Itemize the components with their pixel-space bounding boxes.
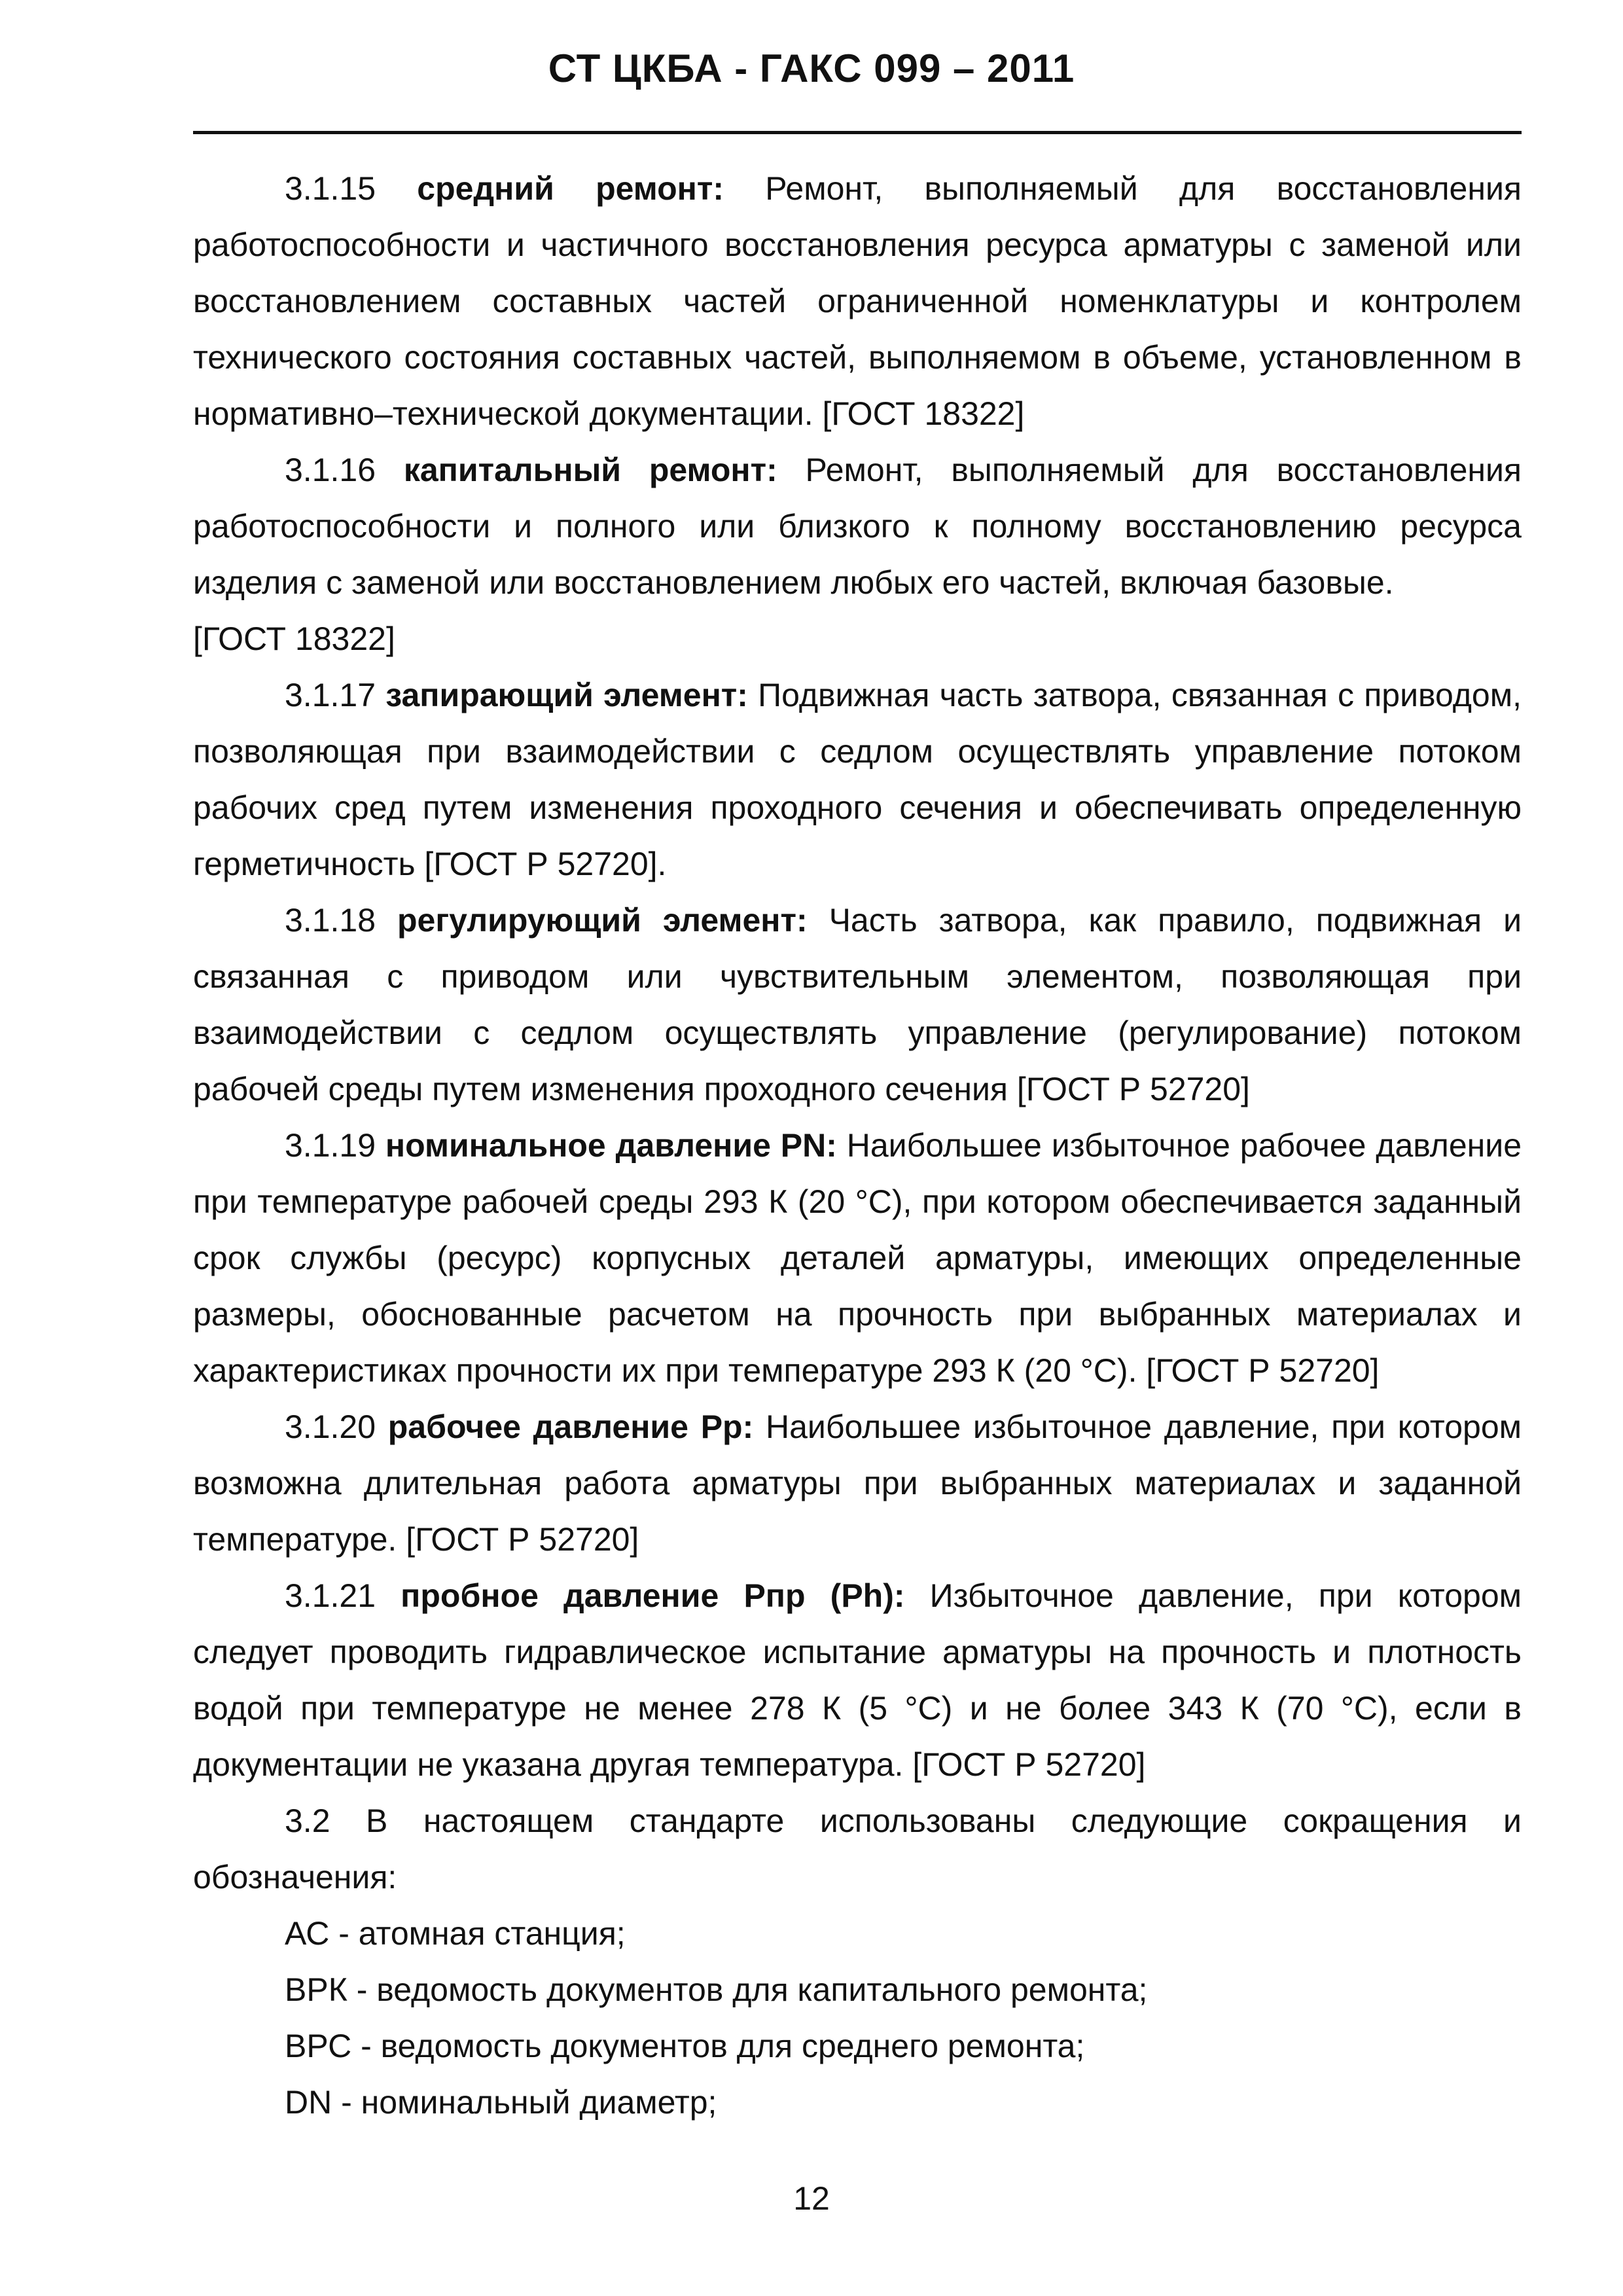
definition-number: 3.1.21 bbox=[285, 1577, 401, 1614]
page-header-title: СТ ЦКБА - ГАКС 099 – 2011 bbox=[548, 46, 1075, 90]
definition-text: Наибольшее избыточное давление, при котором возможна длительная работа арматуры при выбранных материалах и заданной температуре. [ГОСТ Р 52720] bbox=[193, 1408, 1522, 1558]
section-3-2-intro: 3.2 В настоящем стандарте использованы следующие сокращения и обозначения: bbox=[193, 1803, 1522, 1895]
definition-term: номинальное давление PN: bbox=[385, 1127, 837, 1164]
abbreviation-item: DN - номинальный диаметр; bbox=[285, 2084, 717, 2121]
definition-number: 3.1.17 bbox=[285, 677, 386, 713]
definition-number: 3.1.18 bbox=[285, 902, 397, 939]
definition-3-1-19 bbox=[193, 1117, 1522, 1399]
definition-term: средний ремонт: bbox=[417, 170, 724, 207]
definition-text: Подвижная часть затвора, связанная с приводом, позволяющая при взаимодействии с седлом осуществлять управление потоком рабочих сред путем изменения проходного сечения и обеспечивать определенную герметичность [ГОСТ Р 52720]. bbox=[193, 677, 1522, 882]
definition-3-1-16-reference: [ГОСТ 18322] bbox=[193, 620, 395, 657]
definition-number: 3.1.15 bbox=[285, 170, 418, 207]
abbreviation-item: ВРС - ведомость документов для среднего ремонта; bbox=[285, 2028, 1085, 2064]
definition-3-1-15 bbox=[193, 160, 1522, 442]
definition-term: капитальный ремонт: bbox=[403, 452, 777, 488]
definition-term: регулирующий элемент: bbox=[397, 902, 808, 939]
definition-3-1-17 bbox=[193, 667, 1522, 892]
definition-3-1-21 bbox=[193, 1568, 1522, 1793]
document-body bbox=[193, 160, 1522, 2130]
abbreviation-item: АС - атомная станция; bbox=[285, 1915, 626, 1952]
definition-text: Ремонт, выполняемый для восстановления работоспособности и частичного восстановления ресурса арматуры с заменой или восстановлением составных частей ограниченной номенклатуры и контролем технического состояния составных частей, выполняемом в объеме, установленном в нормативно–технической документации. [ГОСТ 18322] bbox=[193, 170, 1522, 432]
abbreviation-item: ВРК - ведомость документов для капитального ремонта; bbox=[285, 1971, 1148, 2008]
abbreviation-list bbox=[193, 1905, 1522, 2130]
definition-3-1-20 bbox=[193, 1399, 1522, 1568]
definition-term: пробное давление Рпр (Ph): bbox=[401, 1577, 905, 1614]
definition-text: Часть затвора, как правило, подвижная и связанная с приводом или чувствительным элементом, позволяющая при взаимодействии с седлом осуществлять управление (регулирование) потоком рабочей среды путем изменения проходного сечения [ГОСТ Р 52720] bbox=[193, 902, 1522, 1107]
page-number: 12 bbox=[793, 2180, 830, 2217]
definition-number: 3.1.16 bbox=[285, 452, 404, 488]
definition-3-1-18 bbox=[193, 892, 1522, 1117]
definition-term: рабочее давление Рр: bbox=[387, 1408, 754, 1445]
definition-number: 3.1.20 bbox=[285, 1408, 388, 1445]
definition-number: 3.1.19 bbox=[285, 1127, 385, 1164]
definition-3-1-16 bbox=[193, 442, 1522, 611]
definition-text: Ремонт, выполняемый для восстановления работоспособности и полного или близкого к полному восстановлению ресурса изделия с заменой или восстановлением любых его частей, включая базовые. bbox=[193, 452, 1522, 601]
definition-term: запирающий элемент: bbox=[385, 677, 748, 713]
header-rule bbox=[193, 131, 1522, 134]
definition-text: Наибольшее избыточное рабочее давление при температуре рабочей среды 293 К (20 °С), при котором обеспечивается заданный срок службы (ресурс) корпусных деталей арматуры, имеющих определенные размеры, обоснованные расчетом на прочность при выбранных материалах и характеристиках прочности их при температуре 293 К (20 °С). [ГОСТ Р 52720] bbox=[193, 1127, 1522, 1389]
definition-text: Избыточное давление, при котором следует проводить гидравлическое испытание арматуры на прочность и плотность водой при температуре не менее 278 К (5 °С) и не более 343 К (70 °С), если в документации не указана другая температура. [ГОСТ Р 52720] bbox=[193, 1577, 1522, 1783]
